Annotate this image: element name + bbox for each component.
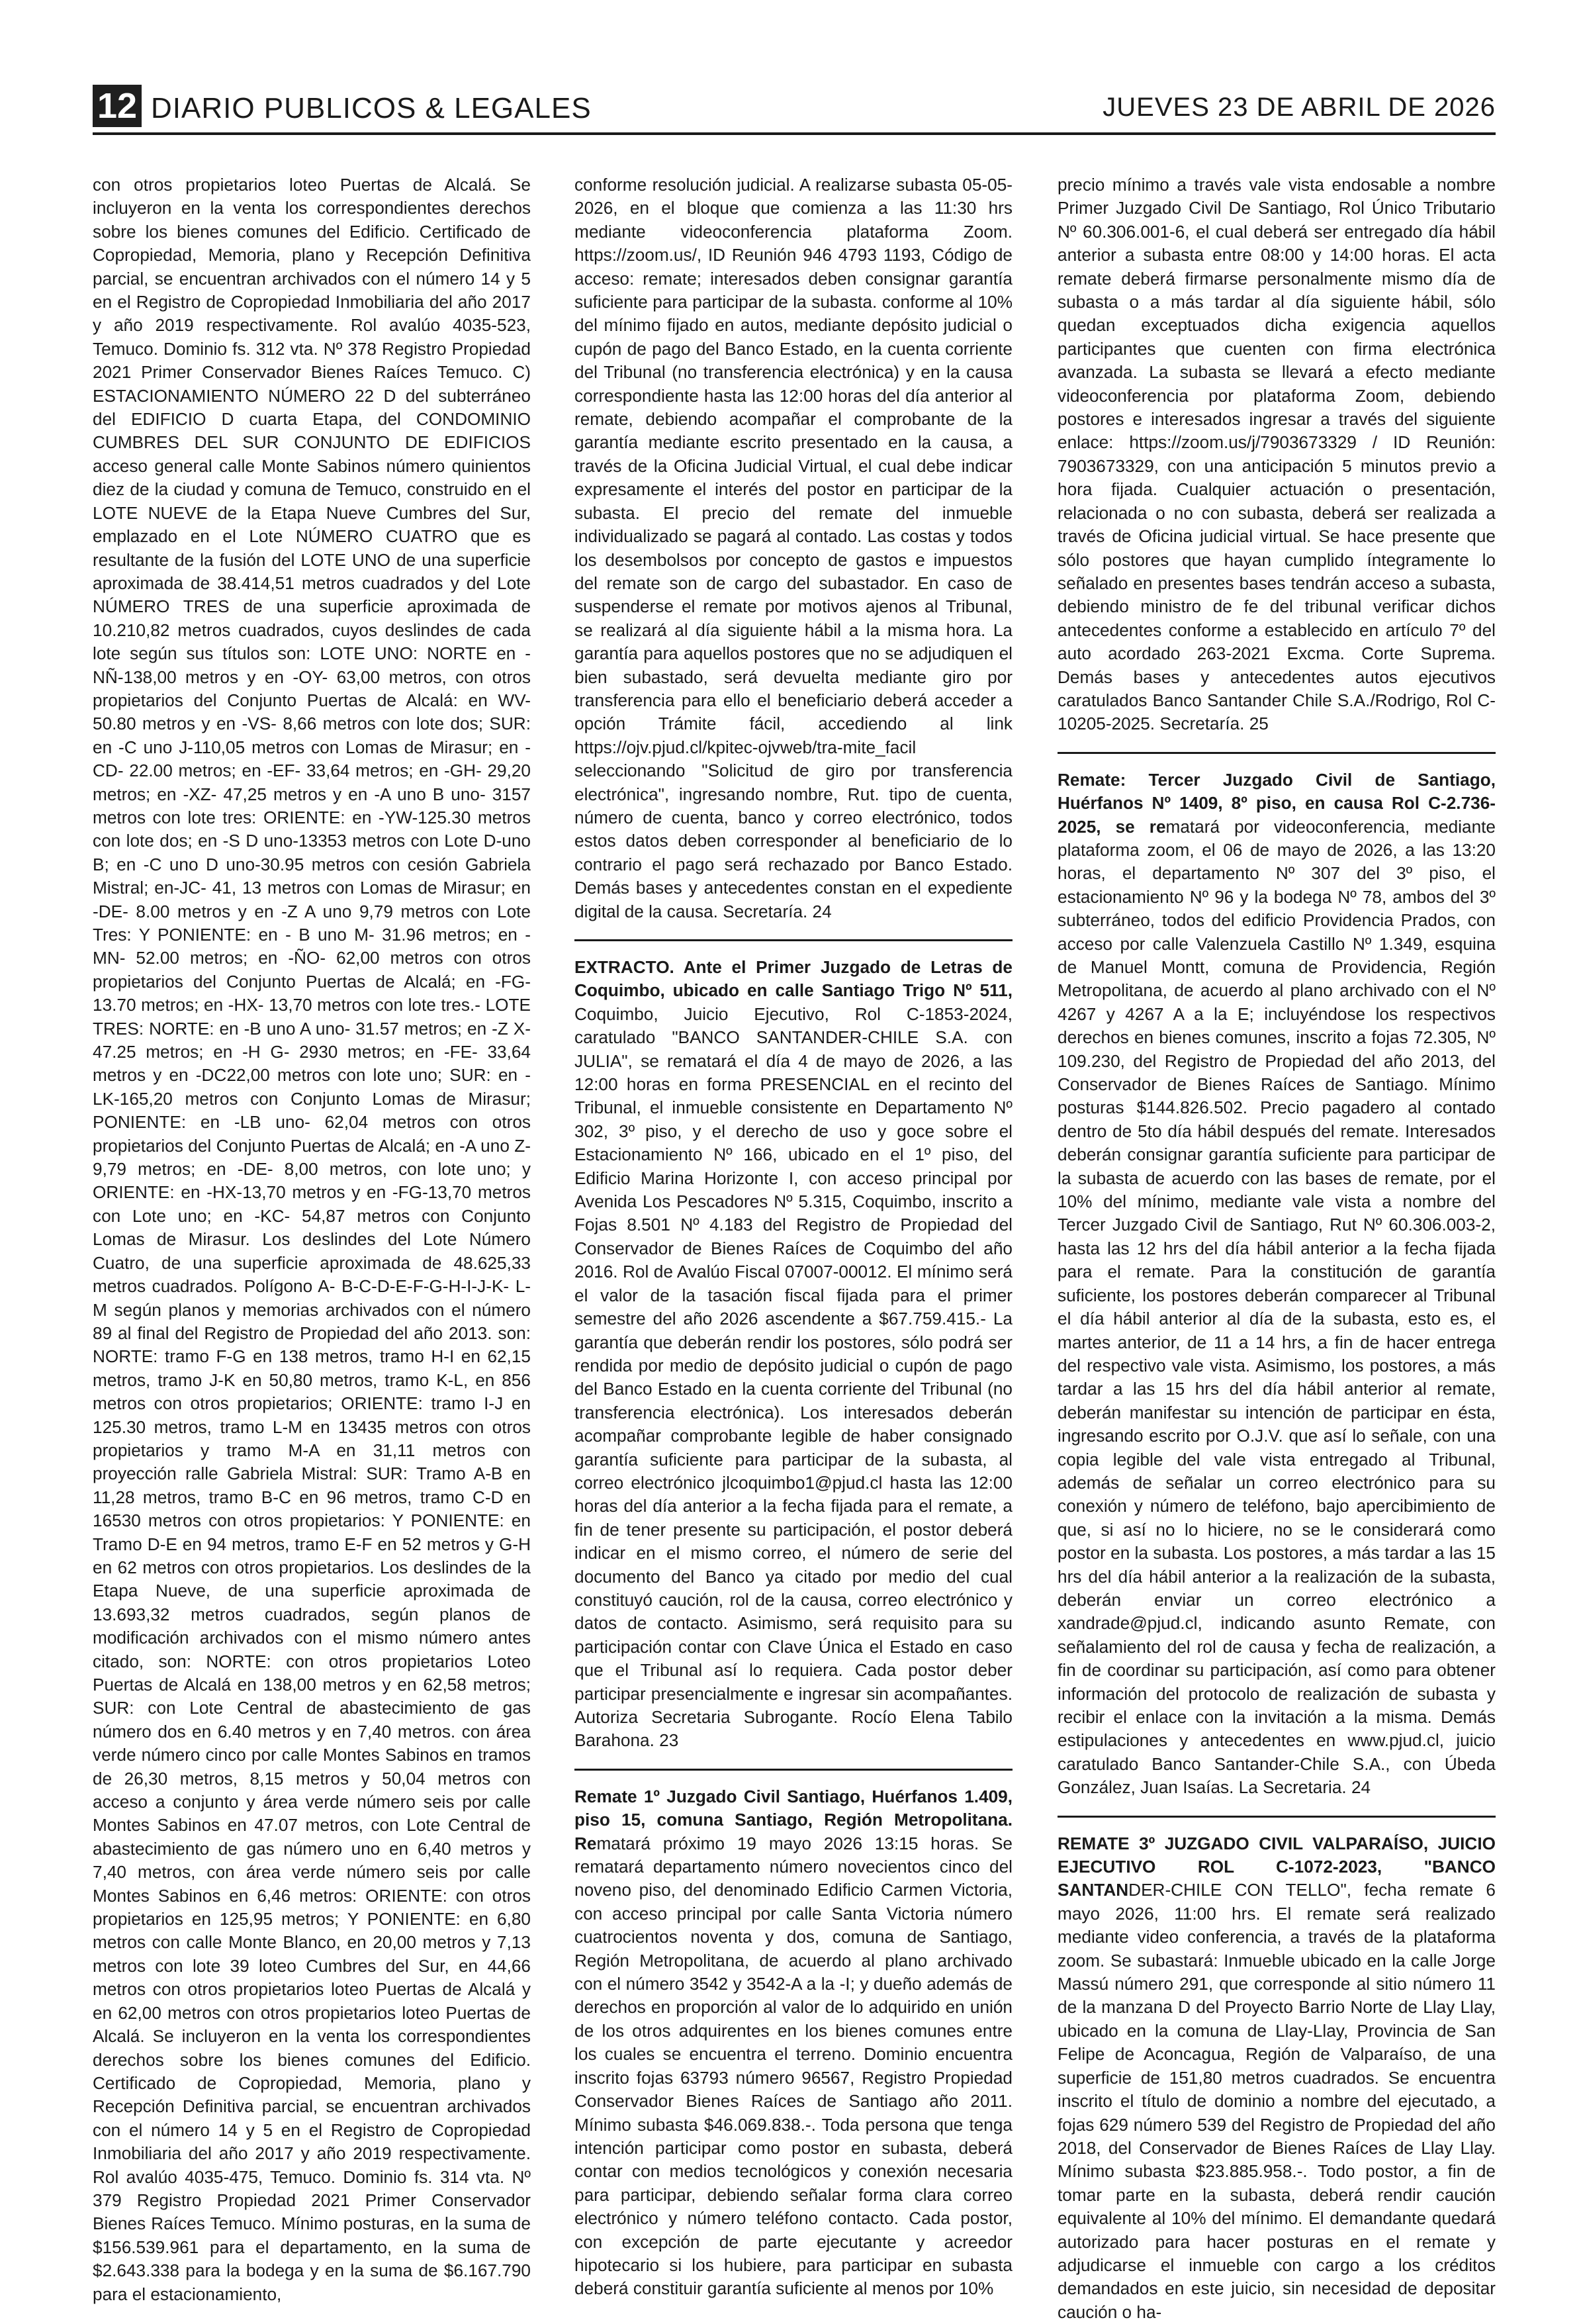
notice-columns: [93, 173, 1496, 2322]
notice-heading: EXTRACTO. Ante el Primer Juzgado de Letras de Coquimbo, ubicado en calle Santiago Trigo Nº 511,: [574, 957, 1013, 1001]
issue-date: JUEVES 23 DE ABRIL DE 2026: [1103, 93, 1496, 122]
legal-notice: [574, 173, 1013, 923]
notice-divider: [1058, 1816, 1496, 1818]
legal-notice: [1058, 173, 1496, 736]
notice-heading: Remate: Tercer Juzgado Civil de Santiago, Huérfanos Nº 1409, 8º piso, en causa Rol C-2.736-2025, se re: [1058, 769, 1496, 837]
notice-body: matará por videoconferencia, mediante plataforma zoom, el 06 de mayo de 2026, a las 13:20 horas, el departamento Nº 307 del 3º piso, el estacionamiento Nº 96 y la bodega Nº 78, ambos del 3º subterráneo, todos del edificio Providencia Prados, con acceso por calle Valenzuela Castillo Nº 1.349, esquina de Manuel Montt, comuna de Providencia, Región Metropolitana, de acuerdo al plano archivado con el Nº 4267 y 4267 A a la E; incluyéndose los respectivos derechos en bienes comunes, inscrito a fojas 72.305, Nº 109.230, del Registro de Propiedad del año 2013, del Conservador de Bienes Raíces de Santiago. Mínimo posturas $144.826.502. Precio pagadero al contado dentro de 5to día hábil después del remate. Interesados deberán consignar garantía suficiente para participar de la subasta de acuerdo con las bases de remate, por el 10% del mínimo, mediante vale vista a nombre del Tercer Juzgado Civil de Santiago, Rut Nº 60.306.003-2, hasta las 12 hrs del día hábil anterior a la fecha fijada para el remate. Para la constitución de garantía suficiente, los postores deberán comparecer al Tribunal el día hábil anterior al día de la subasta, esto es, el martes anterior, de 11 a 14 hrs, a fin de hacer entrega del respectivo vale vista. Asimismo, los postores, a más tardar a las 15 hrs del día hábil anterior al remate, deberán manifestar su intención de participar en ésta, ingresando escrito por O.J.V. que así lo señale, con una copia legible del vale vista entregado al Tribunal, además de señalar un correo electrónico para su conexión y número de teléfono, bajo apercibimiento de que, si así no lo hiciere, no se le considerará como postor en la subasta. Los postores, a más tardar a las 15 hrs del día hábil anterior a la realización de la subasta, deberán enviar un correo electrónico a xandrade@pjud.cl, indicando asunto Remate, con señalamiento del rol de causa y fecha de realización, a fin de coordinar su participación, así como para obtener información del protocolo de realización de subasta y recibir el enlace con la invitación a la misma. Demás estipulaciones y antecedentes en www.pjud.cl, juicio caratulado Banco Santander-Chile S.A., con Úbeda González, Juan Isaías. La Secretaria. 24: [1058, 816, 1496, 1798]
column-2: [574, 173, 1013, 2299]
column-1: [93, 173, 531, 2304]
notice-body: Coquimbo, Juicio Ejecutivo, Rol C-1853-2024, caratulado "BANCO SANTANDER-CHILE S.A. con JULIA", se rematará el día 4 de mayo de 2026, a las 12:00 horas en forma PRESENCIAL en el recinto del Tribunal, el inmueble consistente en Departamento Nº 302, 3º piso, y el derecho de uso y goce sobre el Estacionamiento Nº 166, ubicado en el 1º piso, del Edificio Marina Horizonte I, con acceso principal por Avenida Los Pescadores Nº 5.315, Coquimbo, inscrito a Fojas 8.501 Nº 4.183 del Registro de Propiedad del Conservador de Bienes Raíces de Coquimbo del año 2016. Rol de Avalúo Fiscal 07007-00012. El mínimo será el valor de la tasación fiscal fijada para el primer semestre del año 2026 ascendente a $67.759.415.- La garantía que deberán rendir los postores, sólo podrá ser rendida por medio de depósito judicial o cupón de pago del Banco Estado en la cuenta corriente del Tribunal (no transferencia electrónica). Los interesados deberán acompañar comprobante legible de haber consignado garantía suficiente para participar de la subasta, al correo electrónico jlcoquimbo1@pjud.cl hasta las 12:00 horas del día anterior a la fecha fijada para el remate, a fin de tener presente su participación, el postor deberá indicar en el mismo correo, el número de serie del documento del Banco ya citado por medio del cual constituyó caución, rol de la causa, correo electrónico y datos de contacto. Asimismo, será requisito para su participación contar con Clave Única el Estado en caso que el Tribunal así lo requiera. Cada postor deber participar presencialmente e ingresar sin acompañantes. Autoriza Secretaria Subrogante. Rocío Elena Tabilo Barahona. 23: [574, 1003, 1013, 1751]
notice-heading: Remate 1º Juzgado Civil Santiago, Huérfanos 1.409, piso 15, comuna Santiago, Región Metropolitana. Re: [574, 1786, 1013, 1853]
notice-divider: [574, 1769, 1013, 1771]
masthead: [93, 85, 1496, 131]
legal-notice: [1058, 768, 1496, 1800]
notice-body: DER-CHILE CON TELLO", fecha remate 6 mayo 2026, 11:00 hrs. El remate será realizado mediante video conferencia, a través de la plataforma zoom. Se subastará: Inmueble ubicado en la calle Jorge Massú número 291, que corresponde al sitio número 11 de la manzana D del Proyecto Barrio Norte de Llay Llay, ubicado en la comuna de Llay-Llay, Provincia de San Felipe de Aconcagua, Región de Valparaíso, de una superficie de 151,80 metros cuadrados. Se encuentra inscrito el título de dominio a nombre del ejecutado, a fojas 629 número 539 del Registro de Propiedad del año 2018, del Conservador de Bienes Raíces de Llay Llay. Mínimo subasta $23.885.958.-. Todo postor, a fin de tomar parte en la subasta, deberá rendir caución equivalente al 10% del mínimo. El demandante quedará autorizado para hacer posturas en el remate y adjudicarse el inmueble con cargo a los créditos demandados en este juicio, sin necesidad de depositar caución o ha-: [1058, 1880, 1496, 2322]
notice-heading: REMATE 3º JUZGADO CIVIL VALPARAÍSO, JUICIO EJECUTIVO ROL C-1072-2023, "BANCO SANTAN: [1058, 1833, 1496, 1900]
legal-notice: [574, 956, 1013, 1753]
legal-notice: [574, 1785, 1013, 2301]
notice-divider: [574, 939, 1013, 941]
legal-notice: [93, 173, 531, 2306]
column-3: [1058, 173, 1496, 2322]
masthead-divider: [93, 132, 1496, 135]
notice-body: conforme resolución judicial. A realizarse subasta 05-05-2026, en el bloque que comienza a las 11:30 hrs mediante videoconferencia plataforma Zoom. https://zoom.us/, ID Reunión 946 4793 1193, Código de acceso: remate; interesados deben consignar garantía suficiente para participar de la subasta. conforme al 10% del mínimo fijado en autos, mediante depósito judicial o cupón de pago del Banco Estado, en la cuenta corriente del Tribunal (no transferencia electrónica) y en la causa correspondiente hasta las 12:00 horas del día anterior al remate, debiendo acompañar el comprobante de la garantía mediante escrito presentado en la causa, a través de la Oficina Judicial Virtual, el cual debe indicar expresamente el interés del postor en participar de la subasta. El precio del remate del inmueble individualizado se pagará al contado. Las costas y todos los desembolsos por concepto de gastos e impuestos del remate son de cargo del subastador. En caso de suspenderse el remate por motivos ajenos al Tribunal, se realizará al día siguiente hábil a la misma hora. La garantía para aquellos postores que no se adjudiquen el bien subastado, será devuelta mediante giro por transferencia para ello el beneficiario deberá acceder a opción Trámite fácil, accediendo al link https://ojv.pjud.cl/kpitec-ojvweb/tra-mite_facil seleccionando "Solicitud de giro por transferencia electrónica", ingresando nombre, Rut. tipo de cuenta, número de cuenta, banco y correo electrónico, todos estos datos deben corresponder al beneficiario de lo contrario el pago será rechazado por Banco Estado. Demás bases y antecedentes constan en el expediente digital de la causa. Secretaría. 24: [574, 175, 1013, 921]
section-title: DIARIO PUBLICOS & LEGALES: [151, 92, 592, 124]
notice-body: matará próximo 19 mayo 2026 13:15 horas. Se rematará departamento número novecientos cinco del noveno piso, del denominado Edificio Carmen Victoria, con acceso principal por calle Santa Victoria número cuatrocientos noventa y dos, comuna de Santiago, Región Metropolitana, de acuerdo al plano archivado con el número 3542 y 3542-A a la -I; y dueño además de derechos en proporción al valor de lo adquirido en unión de los otros adquirentes en los bienes comunes entre los cuales se encuentra el terreno. Dominio encuentra inscrito fojas 63793 número 96567, Registro Propiedad Conservador Bienes Raíces de Santiago año 2011. Mínimo subasta $46.069.838.-. Toda persona que tenga intención participar como postor en subasta, deberá contar con medios tecnológicos y conexión necesaria para participar, debiendo señalar forma clara correo electrónico y número teléfono contacto. Cada postor, con excepción de parte ejecutante y acreedor hipotecario si los hubiere, para participar en subasta deberá constituir garantía suficiente al menos por 10%: [574, 1833, 1013, 2299]
notice-body: precio mínimo a través vale vista endosable a nombre Primer Juzgado Civil De Santiago, Rol Único Tributario Nº 60.306.001-6, el cual deberá ser entregado día hábil anterior a subasta entre 08:00 y 14:00 horas. El acta remate deberá firmarse personalmente mismo día de subasta o a más tardar al día siguiente hábil, sólo quedan exceptuados dicha exigencia aquellos participantes que cuenten con firma electrónica avanzada. La subasta se llevará a efecto mediante videoconferencia por plataforma Zoom, debiendo postores e interesados ingresar a través del siguiente enlace: https://zoom.us/j/7903673329 / ID Reunión: 7903673329, con una anticipación 5 minutos previo a hora fijada. Cualquier actuación o presentación, relacionada o no con subasta, deberá ser realizada a través de Oficina judicial virtual. Se hace presente que sólo postores que hayan cumplido íntegramente lo señalado en presentes bases tendrán acceso a subasta, debiendo ministro de fe del tribunal verificar dichos antecedentes conforme a establecido en artículo 7º del auto acordado 263-2021 Excma. Corte Suprema. Demás bases y antecedentes autos ejecutivos caratulados Banco Santander Chile S.A./Rodrigo, Rol C-10205-2025. Secretaría. 25: [1058, 175, 1496, 734]
notice-body: con otros propietarios loteo Puertas de Alcalá. Se incluyeron en la venta los correspondientes derechos sobre los bienes comunes del Edificio. Certificado de Copropiedad, Memoria, plano y Recepción Definitiva parcial, se encuentran archivados con el número 14 y 5 en el Registro de Copropiedad Inmobiliaria del año 2017 y año 2019 respectivamente. Rol avalúo 4035-523, Temuco. Dominio fs. 312 vta. Nº 378 Registro Propiedad 2021 Primer Conservador Bienes Raíces Temuco. C) ESTACIONAMIENTO NÚMERO 22 D del subterráneo del EDIFICIO D cuarta Etapa, del CONDOMINIO CUMBRES DEL SUR CONJUNTO DE EDIFICIOS acceso general calle Monte Sabinos número quinientos diez de la ciudad y comuna de Temuco, construido en el LOTE NUEVE de la Etapa Nueve Cumbres del Sur, emplazado en el Lote NÚMERO CUATRO que es resultante de la fusión del LOTE UNO de una superficie aproximada de 38.414,51 metros cuadrados y del Lote NÚMERO TRES de una superficie aproximada de 10.210,82 metros cuadrados, cuyos deslindes de cada lote según sus títulos son: LOTE UNO: NORTE en -NÑ-138,00 metros y en -OY- 63,00 metros, con otros propietarios del Conjunto Puertas de Alcalá: en WV- 50.80 metros y en -VS- 8,66 metros con lote dos; SUR: en -C uno J-110,05 metros con Lomas de Mirasur; en -CD- 22.00 metros; en -EF- 33,64 metros; en -GH- 29,20 metros; en -XZ- 47,25 metros y en -A uno B uno- 3157 metros con lote tres: ORIENTE: en -YW-125.30 metros con lote dos; en -S D uno-13353 metros con Lote D-uno B; en -C uno D uno-30.95 metros con cesión Gabriela Mistral; en-JC- 41, 13 metros con Lomas de Mirasur; en -DE- 8.00 metros y en -Z A uno 9,79 metros con Lote Tres: Y PONIENTE: en - B uno M- 31.96 metros; en -MN- 52.00 metros; en -ÑO- 62,00 metros con otros propietarios del Conjunto Puertas de Alcalá; en -FG-13.70 metros; en -HX- 13,70 metros con lote tres.- LOTE TRES: NORTE: en -B uno A uno- 31.57 metros; en -Z X- 47.25 metros; en -H G- 2930 metros; en -FE- 33,64 metros y en -DC22,00 metros con lote uno; SUR: en -LK-165,20 metros con Conjunto Lomas de Mirasur; PONIENTE: en -LB uno- 62,04 metros con otros propietarios del Conjunto Puertas de Alcalá; en -A uno Z- 9,79 metros; en -DE- 8,00 metros, con lote uno; y ORIENTE: en -HX-13,70 metros y en -FG-13,70 metros con Lote uno; en -KC- 54,87 metros con Conjunto Lomas de Mirasur. Los deslindes del Lote Número Cuatro, de una superficie aproximada de 48.625,33 metros cuadrados. Polígono A- B-C-D-E-F-G-H-I-J-K- L-M según planos y memorias archivados con el número 89 al final del Registro de Propiedad del año 2013. son: NORTE: tramo F-G en 138 metros, tramo H-I en 62,15 metros, tramo J-K en 50,80 metros, tramo K-L, en 856 metros con otros propietarios; ORIENTE: tramo I-J en 125.30 metros, tramo L-M en 13435 metros con otros propietarios y tramo M-A en 31,11 metros con proyección ralle Gabriela Mistral: SUR: Tramo A-B en 11,28 metros, tramo B-C en 96 metros, tramo C-D en 16530 metros con otros propietarios: Y PONIENTE: en Tramo D-E en 94 metros, tramo E-F en 52 metros y G-H en 62 metros con otros propietarios. Los deslindes de la Etapa Nueve, de una superficie aproximada de 13.693,32 metros cuadrados, según planos de modificación archivados con el mismo número antes citado, son: NORTE: con otros propietarios Loteo Puertas de Alcalá en 138,00 metros y en 62,58 metros; SUR: con Lote Central de abastecimiento de gas número dos en 6.40 metros y en 7,40 metros. con área verde número cinco por calle Montes Sabinos en tramos de 26,30 metros, 8,15 metros y 50,04 metros con acceso a conjunto y área verde número seis por calle Montes Sabinos en 47.07 metros, con Lote Central de abastecimiento de gas número uno en 6,40 metros y 7,40 metros, con área verde número seis por calle Montes Sabinos en 6,46 metros: ORIENTE: con otros propietarios en 125,95 metros; Y PONIENTE: en 6,80 metros con calle Monte Blanco, en 20,00 metros y 7,13 metros con lote 39 loteo Cumbres del Sur, en 44,66 metros con otros propietarios loteo Puertas de Alcalá y en 62,00 metros con otros propietarios loteo Puertas de Alcalá. Se incluyeron en la venta los correspondientes derechos sobre los bienes comunes del Edificio. Certificado de Copropiedad, Memoria, plano y Recepción Definitiva parcial, se encuentran archivados con el número 14 y 5 en el Registro de Copropiedad Inmobiliaria del año 2017 y año 2019 respectivamente. Rol avalúo 4035-475, Temuco. Dominio fs. 314 vta. Nº 379 Registro Propiedad 2021 Primer Conservador Bienes Raíces Temuco. Mínimo posturas, en la suma de $156.539.961 para el departamento, en la suma de $2.643.338 para la bodega y en la suma de $6.167.790 para el estacionamiento,: [93, 175, 531, 2304]
page-number-badge: 12: [93, 85, 142, 127]
legal-notice: [1058, 1832, 1496, 2324]
notice-divider: [1058, 752, 1496, 754]
